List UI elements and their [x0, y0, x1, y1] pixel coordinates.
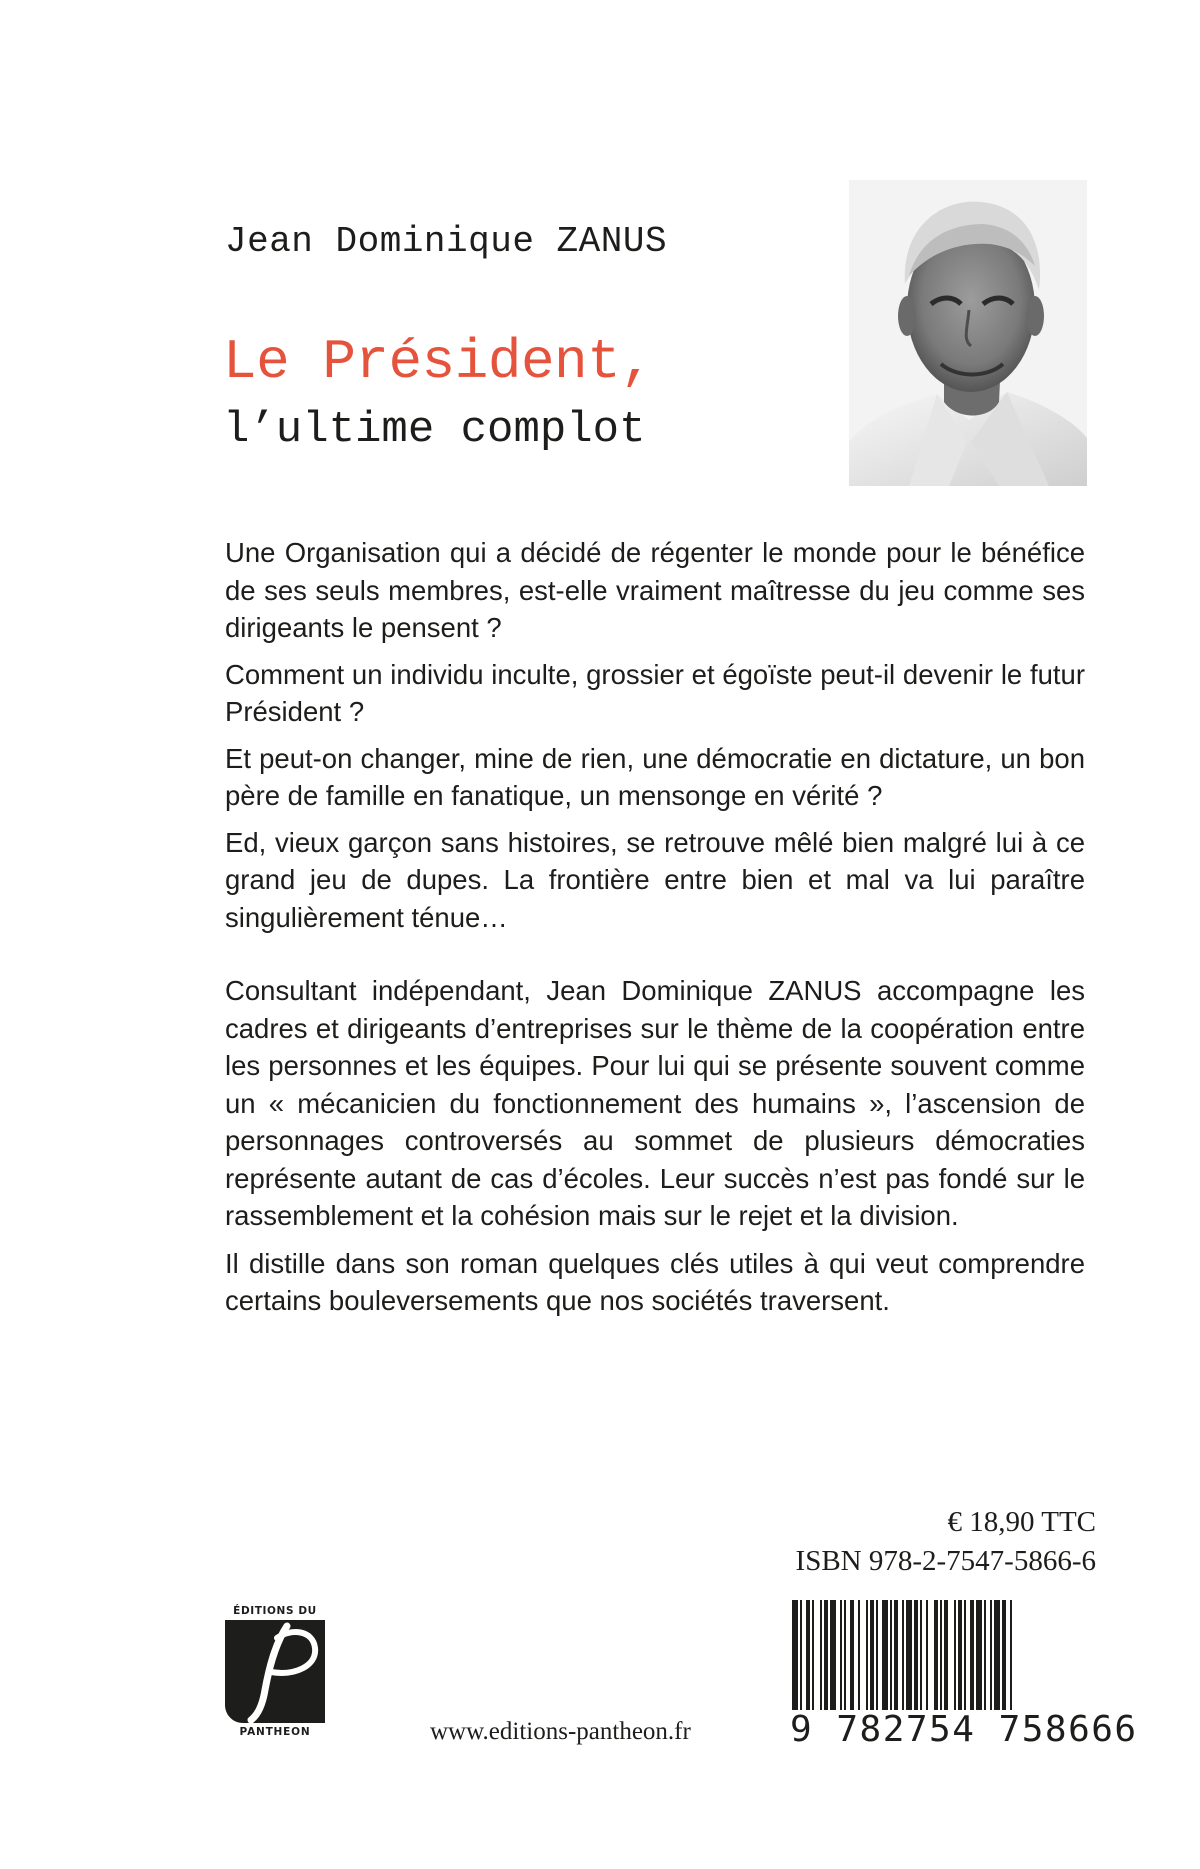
publisher-logo — [225, 1605, 325, 1740]
synopsis-paragraph: Et peut-on changer, mine de rien, une démocratie en dictature, un bon père de famille en fanatique, un mensonge en vérité ? — [225, 742, 1085, 811]
publisher-name-top: ÉDITIONS DU — [233, 1605, 317, 1617]
book-title-line-1: Le Président, — [223, 330, 654, 394]
publisher-website: www.editions-pantheon.fr — [430, 1718, 691, 1745]
synopsis-paragraph: Comment un individu inculte, grossier et égoïste peut-il devenir le futur Président ? — [225, 658, 1085, 727]
isbn: ISBN 978-2-7547-5866-6 — [795, 1545, 1096, 1577]
bio-paragraph: Consultant indépendant, Jean Dominique ZANUS accompagne les cadres et dirigeants d’entreprises sur le thème de la coopération entre les personnes et les équipes. Pour lui qui se présente souvent comme un « mécanicien du fonctionnement des humains », l’ascension de personnages controversés au sommet de plusieurs démocraties représente autant de cas d’écoles. Leur succès n’est pas fondé sur le rassemblement et la cohésion mais sur le rejet et la division. — [225, 975, 1085, 1231]
barcode-digits: 9 782754 758666 — [790, 1709, 1138, 1750]
publisher-name-bottom: PANTHEON — [239, 1726, 311, 1738]
synopsis-paragraph: Une Organisation qui a décidé de régenter le monde pour le bénéfice de ses seuls membres, est-elle vraiment maîtresse du jeu comme ses dirigeants le pensent ? — [225, 537, 1085, 643]
publisher-p-icon — [225, 1620, 325, 1723]
price: € 18,90 TTC — [947, 1506, 1096, 1538]
synopsis — [225, 534, 1085, 936]
synopsis-paragraph: Ed, vieux garçon sans histoires, se retrouve mêlé bien malgré lui à ce grand jeu de dupes. La frontière entre bien et mal va lui paraître singulièrement ténue… — [225, 826, 1085, 933]
author-portrait — [849, 180, 1087, 486]
book-title-line-2: l’ultime complot — [223, 405, 646, 455]
bio-paragraph: Il distille dans son roman quelques clés utiles à qui veut comprendre certains bouleversements que nos sociétés traversent. — [225, 1247, 1085, 1316]
author-bio — [225, 972, 1085, 1320]
author-name: Jean Dominique ZANUS — [225, 221, 668, 262]
